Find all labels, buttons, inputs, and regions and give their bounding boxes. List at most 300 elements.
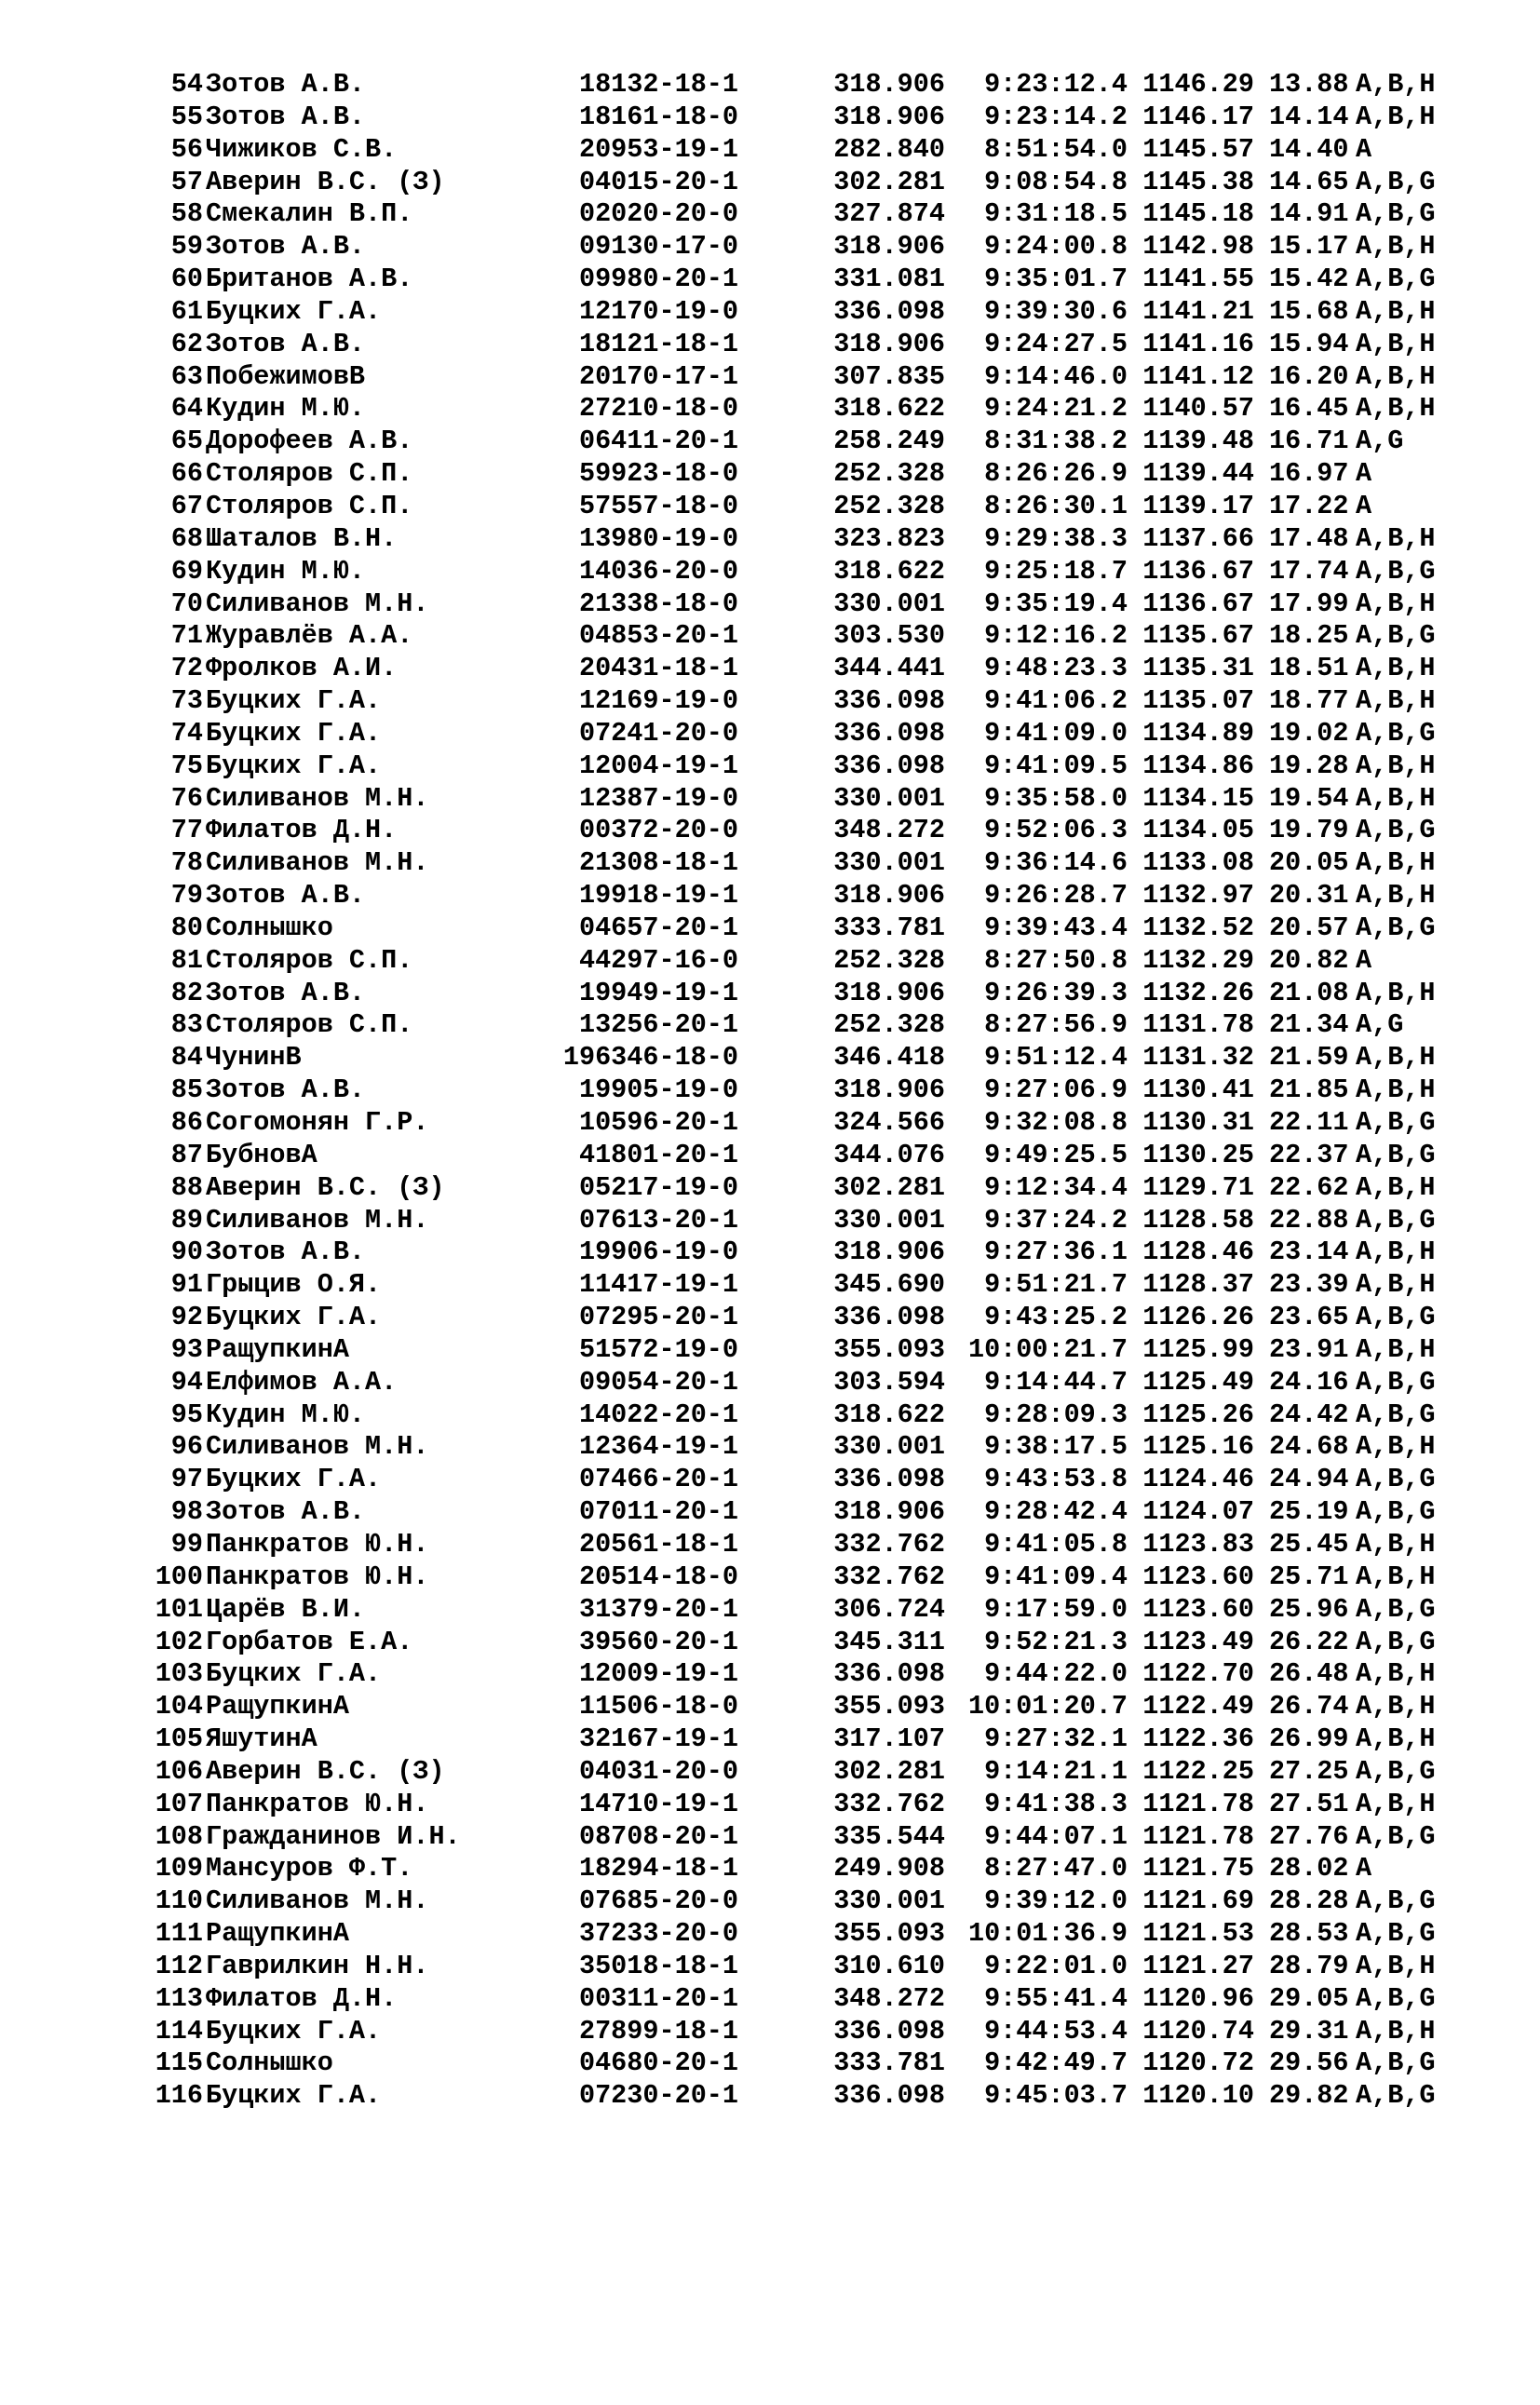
distance-cell: 252.328	[833, 1009, 945, 1041]
ring-number-cell: 04031-20-0	[578, 1755, 738, 1787]
speed-cell: 1121.78	[1142, 1820, 1254, 1852]
distance-cell: 252.328	[833, 458, 945, 490]
distance-cell: 330.001	[833, 847, 945, 879]
fancier-name-cell: Журавлёв А.А.	[206, 620, 413, 652]
table-row	[130, 1853, 1471, 1885]
speed-cell: 1141.12	[1142, 360, 1254, 392]
groups-cell: A,B,H	[1356, 393, 1436, 425]
speed-cell: 1140.57	[1142, 393, 1254, 425]
arrival-time-cell: 9:23:12.4	[984, 69, 1128, 100]
fancier-name-cell: Солнышко	[206, 912, 333, 943]
points-cell: 24.68	[1269, 1431, 1349, 1463]
fancier-name-cell: Солнышко	[206, 2047, 333, 2079]
points-cell: 19.54	[1269, 782, 1349, 814]
groups-cell: A,B,G	[1356, 815, 1436, 846]
ring-number-cell: 14022-20-1	[578, 1398, 738, 1430]
points-cell: 26.48	[1269, 1658, 1349, 1690]
place-cell: 59	[170, 231, 203, 263]
speed-cell: 1121.75	[1142, 1853, 1254, 1885]
ring-number-cell: 57557-18-0	[578, 490, 738, 521]
points-cell: 22.62	[1269, 1171, 1349, 1203]
distance-cell: 302.281	[833, 1755, 945, 1787]
fancier-name-cell: Столяров С.П.	[206, 458, 413, 490]
points-cell: 21.08	[1269, 977, 1349, 1008]
groups-cell: A	[1356, 944, 1372, 976]
fancier-name-cell: Панкратов Ю.Н.	[206, 1528, 429, 1560]
arrival-time-cell: 9:51:21.7	[984, 1269, 1128, 1301]
ring-number-cell: 04657-20-1	[578, 912, 738, 943]
distance-cell: 310.610	[833, 1950, 945, 1981]
fancier-name-cell: РащупкинА	[206, 1918, 349, 1950]
points-cell: 14.14	[1269, 101, 1349, 132]
ring-number-cell: 13256-20-1	[578, 1009, 738, 1041]
place-cell: 69	[170, 555, 203, 587]
ring-number-cell: 11506-18-0	[578, 1691, 738, 1723]
points-cell: 23.14	[1269, 1236, 1349, 1268]
fancier-name-cell: Буцких Г.А.	[206, 1464, 382, 1495]
place-cell: 57	[170, 166, 203, 197]
points-cell: 19.02	[1269, 717, 1349, 749]
groups-cell: A	[1356, 133, 1372, 165]
fancier-name-cell: Панкратов Ю.Н.	[206, 1788, 429, 1819]
distance-cell: 345.690	[833, 1269, 945, 1301]
fancier-name-cell: ЧунинВ	[206, 1042, 302, 1074]
distance-cell: 249.908	[833, 1853, 945, 1885]
place-cell: 97	[170, 1464, 203, 1495]
ring-number-cell: 07466-20-1	[578, 1464, 738, 1495]
fancier-name-cell: Грыцив О.Я.	[206, 1269, 382, 1301]
table-row	[130, 101, 1471, 134]
speed-cell: 1132.29	[1142, 944, 1254, 976]
points-cell: 20.57	[1269, 912, 1349, 943]
distance-cell: 318.622	[833, 1398, 945, 1430]
place-cell: 104	[155, 1691, 203, 1723]
distance-cell: 355.093	[833, 1691, 945, 1723]
fancier-name-cell: Зотов А.В.	[206, 101, 366, 132]
table-row	[130, 458, 1471, 491]
speed-cell: 1125.49	[1142, 1366, 1254, 1398]
ring-number-cell: 12364-19-1	[578, 1431, 738, 1463]
ring-number-cell: 12169-19-0	[578, 685, 738, 717]
points-cell: 24.42	[1269, 1398, 1349, 1430]
arrival-time-cell: 9:28:42.4	[984, 1496, 1128, 1528]
table-row	[130, 588, 1471, 621]
fancier-name-cell: Буцких Г.А.	[206, 717, 382, 749]
ring-number-cell: 14710-19-1	[578, 1788, 738, 1819]
groups-cell: A,B,H	[1356, 977, 1436, 1008]
points-cell: 15.42	[1269, 263, 1349, 295]
ring-number-cell: 20953-19-1	[578, 133, 738, 165]
table-row	[130, 167, 1471, 199]
arrival-time-cell: 9:52:21.3	[984, 1626, 1128, 1657]
arrival-time-cell: 9:27:06.9	[984, 1074, 1128, 1106]
speed-cell: 1135.07	[1142, 685, 1254, 717]
table-row	[130, 231, 1471, 263]
ring-number-cell: 21308-18-1	[578, 847, 738, 879]
table-row	[130, 1107, 1471, 1140]
distance-cell: 306.724	[833, 1593, 945, 1625]
points-cell: 26.99	[1269, 1723, 1349, 1755]
distance-cell: 333.781	[833, 2047, 945, 2079]
points-cell: 24.94	[1269, 1464, 1349, 1495]
points-cell: 22.88	[1269, 1204, 1349, 1236]
speed-cell: 1133.08	[1142, 847, 1254, 879]
table-row	[130, 134, 1471, 167]
table-row	[130, 1464, 1471, 1496]
fancier-name-cell: Буцких Г.А.	[206, 685, 382, 717]
distance-cell: 332.762	[833, 1561, 945, 1592]
ring-number-cell: 31379-20-1	[578, 1593, 738, 1625]
arrival-time-cell: 9:26:39.3	[984, 977, 1128, 1008]
groups-cell: A,B,G	[1356, 1139, 1436, 1170]
place-cell: 101	[155, 1593, 203, 1625]
arrival-time-cell: 9:55:41.4	[984, 1982, 1128, 2014]
speed-cell: 1126.26	[1142, 1302, 1254, 1333]
fancier-name-cell: Кудин М.Ю.	[206, 1398, 366, 1430]
table-row	[130, 1269, 1471, 1302]
ring-number-cell: 18161-18-0	[578, 101, 738, 132]
fancier-name-cell: Зотов А.В.	[206, 977, 366, 1008]
table-row	[130, 69, 1471, 101]
table-row	[130, 847, 1471, 880]
place-cell: 95	[170, 1398, 203, 1430]
fancier-name-cell: Зотов А.В.	[206, 328, 366, 359]
points-cell: 14.65	[1269, 166, 1349, 197]
speed-cell: 1136.67	[1142, 555, 1254, 587]
arrival-time-cell: 9:39:30.6	[984, 295, 1128, 327]
ring-number-cell: 32167-19-1	[578, 1723, 738, 1755]
groups-cell: A,B,G	[1356, 1626, 1436, 1657]
ring-number-cell: 08708-20-1	[578, 1820, 738, 1852]
distance-cell: 336.098	[833, 1658, 945, 1690]
place-cell: 82	[170, 977, 203, 1008]
points-cell: 17.48	[1269, 522, 1349, 554]
speed-cell: 1122.25	[1142, 1755, 1254, 1787]
fancier-name-cell: Силиванов М.Н.	[206, 1431, 429, 1463]
points-cell: 17.74	[1269, 555, 1349, 587]
place-cell: 85	[170, 1074, 203, 1106]
groups-cell: A,B,H	[1356, 101, 1436, 132]
distance-cell: 324.566	[833, 1107, 945, 1138]
groups-cell: A,B,G	[1356, 1204, 1436, 1236]
groups-cell: A,B,G	[1356, 620, 1436, 652]
groups-cell: A,B,H	[1356, 1171, 1436, 1203]
speed-cell: 1145.38	[1142, 166, 1254, 197]
groups-cell: A,B,G	[1356, 198, 1436, 230]
points-cell: 15.94	[1269, 328, 1349, 359]
table-row	[130, 1723, 1471, 1756]
ring-number-cell: 09980-20-1	[578, 263, 738, 295]
arrival-time-cell: 9:24:00.8	[984, 231, 1128, 263]
speed-cell: 1125.99	[1142, 1333, 1254, 1365]
groups-cell: A,B,G	[1356, 263, 1436, 295]
fancier-name-cell: Кудин М.Ю.	[206, 393, 366, 425]
speed-cell: 1122.36	[1142, 1723, 1254, 1755]
points-cell: 19.28	[1269, 750, 1349, 781]
points-cell: 18.25	[1269, 620, 1349, 652]
fancier-name-cell: Буцких Г.А.	[206, 2015, 382, 2047]
table-row	[130, 1918, 1471, 1951]
speed-cell: 1128.58	[1142, 1204, 1254, 1236]
table-row	[130, 361, 1471, 394]
groups-cell: A,B,H	[1356, 1333, 1436, 1365]
fancier-name-cell: Силиванов М.Н.	[206, 1885, 429, 1917]
points-cell: 29.31	[1269, 2015, 1349, 2047]
fancier-name-cell: Силиванов М.Н.	[206, 782, 429, 814]
ring-number-cell: 27899-18-1	[578, 2015, 738, 2047]
arrival-time-cell: 9:26:28.7	[984, 880, 1128, 912]
groups-cell: A,B,H	[1356, 1528, 1436, 1560]
fancier-name-cell: Британов А.В.	[206, 263, 413, 295]
distance-cell: 303.530	[833, 620, 945, 652]
table-row	[130, 1885, 1471, 1918]
arrival-time-cell: 8:27:56.9	[984, 1009, 1128, 1041]
distance-cell: 318.906	[833, 328, 945, 359]
distance-cell: 348.272	[833, 815, 945, 846]
points-cell: 16.45	[1269, 393, 1349, 425]
speed-cell: 1146.17	[1142, 101, 1254, 132]
distance-cell: 302.281	[833, 1171, 945, 1203]
ring-number-cell: 04853-20-1	[578, 620, 738, 652]
arrival-time-cell: 9:43:25.2	[984, 1302, 1128, 1333]
groups-cell: A,B,H	[1356, 1431, 1436, 1463]
ring-number-cell: 20170-17-1	[578, 360, 738, 392]
groups-cell: A,B,H	[1356, 295, 1436, 327]
place-cell: 105	[155, 1723, 203, 1755]
place-cell: 76	[170, 782, 203, 814]
arrival-time-cell: 8:27:47.0	[984, 1853, 1128, 1885]
table-row	[130, 1789, 1471, 1821]
points-cell: 26.22	[1269, 1626, 1349, 1657]
distance-cell: 333.781	[833, 912, 945, 943]
distance-cell: 355.093	[833, 1918, 945, 1950]
table-row	[130, 1561, 1471, 1594]
distance-cell: 252.328	[833, 490, 945, 521]
groups-cell: A	[1356, 1853, 1372, 1885]
ring-number-cell: 27210-18-0	[578, 393, 738, 425]
points-cell: 26.74	[1269, 1691, 1349, 1723]
place-cell: 83	[170, 1009, 203, 1041]
place-cell: 81	[170, 944, 203, 976]
speed-cell: 1136.67	[1142, 588, 1254, 619]
groups-cell: A,B,H	[1356, 1788, 1436, 1819]
speed-cell: 1131.78	[1142, 1009, 1254, 1041]
arrival-time-cell: 8:31:38.2	[984, 426, 1128, 457]
groups-cell: A,B,G	[1356, 166, 1436, 197]
place-cell: 106	[155, 1755, 203, 1787]
ring-number-cell: 196346-18-0	[562, 1042, 738, 1074]
place-cell: 99	[170, 1528, 203, 1560]
distance-cell: 336.098	[833, 717, 945, 749]
points-cell: 28.02	[1269, 1853, 1349, 1885]
groups-cell: A,B,G	[1356, 1593, 1436, 1625]
distance-cell: 330.001	[833, 1204, 945, 1236]
distance-cell: 332.762	[833, 1788, 945, 1819]
distance-cell: 355.093	[833, 1333, 945, 1365]
arrival-time-cell: 9:44:53.4	[984, 2015, 1128, 2047]
groups-cell: A,B,G	[1356, 1820, 1436, 1852]
arrival-time-cell: 9:37:24.2	[984, 1204, 1128, 1236]
speed-cell: 1145.18	[1142, 198, 1254, 230]
ring-number-cell: 39560-20-1	[578, 1626, 738, 1657]
arrival-time-cell: 9:41:05.8	[984, 1528, 1128, 1560]
speed-cell: 1123.49	[1142, 1626, 1254, 1657]
place-cell: 80	[170, 912, 203, 943]
groups-cell: A,B,G	[1356, 1885, 1436, 1917]
points-cell: 24.16	[1269, 1366, 1349, 1398]
table-row	[130, 1594, 1471, 1627]
ring-number-cell: 04680-20-1	[578, 2047, 738, 2079]
table-row	[130, 393, 1471, 426]
groups-cell: A,B,H	[1356, 1658, 1436, 1690]
distance-cell: 330.001	[833, 1885, 945, 1917]
speed-cell: 1120.10	[1142, 2080, 1254, 2112]
groups-cell: A,B,H	[1356, 750, 1436, 781]
points-cell: 29.56	[1269, 2047, 1349, 2079]
groups-cell: A,B,H	[1356, 1074, 1436, 1106]
distance-cell: 335.544	[833, 1820, 945, 1852]
place-cell: 78	[170, 847, 203, 879]
points-cell: 18.77	[1269, 685, 1349, 717]
ring-number-cell: 12170-19-0	[578, 295, 738, 327]
place-cell: 96	[170, 1431, 203, 1463]
groups-cell: A,B,H	[1356, 1236, 1436, 1268]
distance-cell: 348.272	[833, 1982, 945, 2014]
points-cell: 16.97	[1269, 458, 1349, 490]
ring-number-cell: 35018-18-1	[578, 1950, 738, 1981]
groups-cell: A,B,G	[1356, 1755, 1436, 1787]
speed-cell: 1124.07	[1142, 1496, 1254, 1528]
fancier-name-cell: Согомонян Г.Р.	[206, 1107, 429, 1138]
ring-number-cell: 51572-19-0	[578, 1333, 738, 1365]
table-row	[130, 329, 1471, 361]
table-row	[130, 750, 1471, 783]
fancier-name-cell: Буцких Г.А.	[206, 750, 382, 781]
speed-cell: 1139.44	[1142, 458, 1254, 490]
points-cell: 28.53	[1269, 1918, 1349, 1950]
points-cell: 14.91	[1269, 198, 1349, 230]
arrival-time-cell: 9:22:01.0	[984, 1950, 1128, 1981]
speed-cell: 1121.53	[1142, 1918, 1254, 1950]
points-cell: 23.65	[1269, 1302, 1349, 1333]
groups-cell: A,B,H	[1356, 2015, 1436, 2047]
speed-cell: 1129.71	[1142, 1171, 1254, 1203]
fancier-name-cell: Горбатов Е.А.	[206, 1626, 413, 1657]
arrival-time-cell: 9:12:16.2	[984, 620, 1128, 652]
arrival-time-cell: 9:23:14.2	[984, 101, 1128, 132]
groups-cell: A,B,G	[1356, 1982, 1436, 2014]
arrival-time-cell: 9:14:44.7	[984, 1366, 1128, 1398]
place-cell: 98	[170, 1496, 203, 1528]
speed-cell: 1141.21	[1142, 295, 1254, 327]
fancier-name-cell: Столяров С.П.	[206, 1009, 413, 1041]
groups-cell: A,B,H	[1356, 1723, 1436, 1755]
points-cell: 27.76	[1269, 1820, 1349, 1852]
arrival-time-cell: 10:01:20.7	[967, 1691, 1128, 1723]
table-row	[130, 1983, 1471, 2016]
speed-cell: 1125.26	[1142, 1398, 1254, 1430]
fancier-name-cell: Елфимов А.А.	[206, 1366, 398, 1398]
distance-cell: 317.107	[833, 1723, 945, 1755]
points-cell: 20.82	[1269, 944, 1349, 976]
arrival-time-cell: 9:27:36.1	[984, 1236, 1128, 1268]
ring-number-cell: 10596-20-1	[578, 1107, 738, 1138]
distance-cell: 318.906	[833, 101, 945, 132]
table-row	[130, 1367, 1471, 1399]
place-cell: 70	[170, 588, 203, 619]
place-cell: 75	[170, 750, 203, 781]
points-cell: 15.68	[1269, 295, 1349, 327]
place-cell: 65	[170, 426, 203, 457]
arrival-time-cell: 8:26:26.9	[984, 458, 1128, 490]
points-cell: 21.34	[1269, 1009, 1349, 1041]
ring-number-cell: 18294-18-1	[578, 1853, 738, 1885]
speed-cell: 1134.89	[1142, 717, 1254, 749]
fancier-name-cell: Гаврилкин Н.Н.	[206, 1950, 429, 1981]
fancier-name-cell: Фролков А.И.	[206, 653, 398, 684]
fancier-name-cell: Шаталов В.Н.	[206, 522, 398, 554]
points-cell: 25.45	[1269, 1528, 1349, 1560]
speed-cell: 1128.46	[1142, 1236, 1254, 1268]
ring-number-cell: 00372-20-0	[578, 815, 738, 846]
distance-cell: 318.906	[833, 977, 945, 1008]
distance-cell: 336.098	[833, 685, 945, 717]
distance-cell: 344.441	[833, 653, 945, 684]
arrival-time-cell: 9:32:08.8	[984, 1107, 1128, 1138]
fancier-name-cell: Гражданинов И.Н.	[206, 1820, 461, 1852]
speed-cell: 1141.55	[1142, 263, 1254, 295]
arrival-time-cell: 9:14:21.1	[984, 1755, 1128, 1787]
ring-number-cell: 07295-20-1	[578, 1302, 738, 1333]
distance-cell: 318.906	[833, 231, 945, 263]
arrival-time-cell: 9:41:09.0	[984, 717, 1128, 749]
table-row	[130, 945, 1471, 978]
arrival-time-cell: 8:27:50.8	[984, 944, 1128, 976]
place-cell: 116	[155, 2080, 203, 2112]
fancier-name-cell: Буцких Г.А.	[206, 1658, 382, 1690]
points-cell: 25.71	[1269, 1561, 1349, 1592]
points-cell: 16.20	[1269, 360, 1349, 392]
groups-cell: A,B,H	[1356, 522, 1436, 554]
fancier-name-cell: Столяров С.П.	[206, 944, 413, 976]
speed-cell: 1146.29	[1142, 69, 1254, 100]
place-cell: 60	[170, 263, 203, 295]
groups-cell: A	[1356, 490, 1372, 521]
groups-cell: A,B,G	[1356, 2080, 1436, 2112]
ring-number-cell: 20514-18-0	[578, 1561, 738, 1592]
place-cell: 74	[170, 717, 203, 749]
groups-cell: A,B,H	[1356, 782, 1436, 814]
place-cell: 63	[170, 360, 203, 392]
speed-cell: 1132.97	[1142, 880, 1254, 912]
table-row	[130, 2016, 1471, 2048]
groups-cell: A,B,H	[1356, 1269, 1436, 1301]
speed-cell: 1120.96	[1142, 1982, 1254, 2014]
arrival-time-cell: 9:44:07.1	[984, 1820, 1128, 1852]
place-cell: 67	[170, 490, 203, 521]
groups-cell: A,G	[1356, 426, 1404, 457]
place-cell: 88	[170, 1171, 203, 1203]
fancier-name-cell: Зотов А.В.	[206, 1236, 366, 1268]
distance-cell: 344.076	[833, 1139, 945, 1170]
ring-number-cell: 07011-20-1	[578, 1496, 738, 1528]
arrival-time-cell: 9:27:32.1	[984, 1723, 1128, 1755]
ring-number-cell: 20561-18-1	[578, 1528, 738, 1560]
arrival-time-cell: 9:35:19.4	[984, 588, 1128, 619]
speed-cell: 1130.41	[1142, 1074, 1254, 1106]
groups-cell: A,B,G	[1356, 1107, 1436, 1138]
points-cell: 20.05	[1269, 847, 1349, 879]
